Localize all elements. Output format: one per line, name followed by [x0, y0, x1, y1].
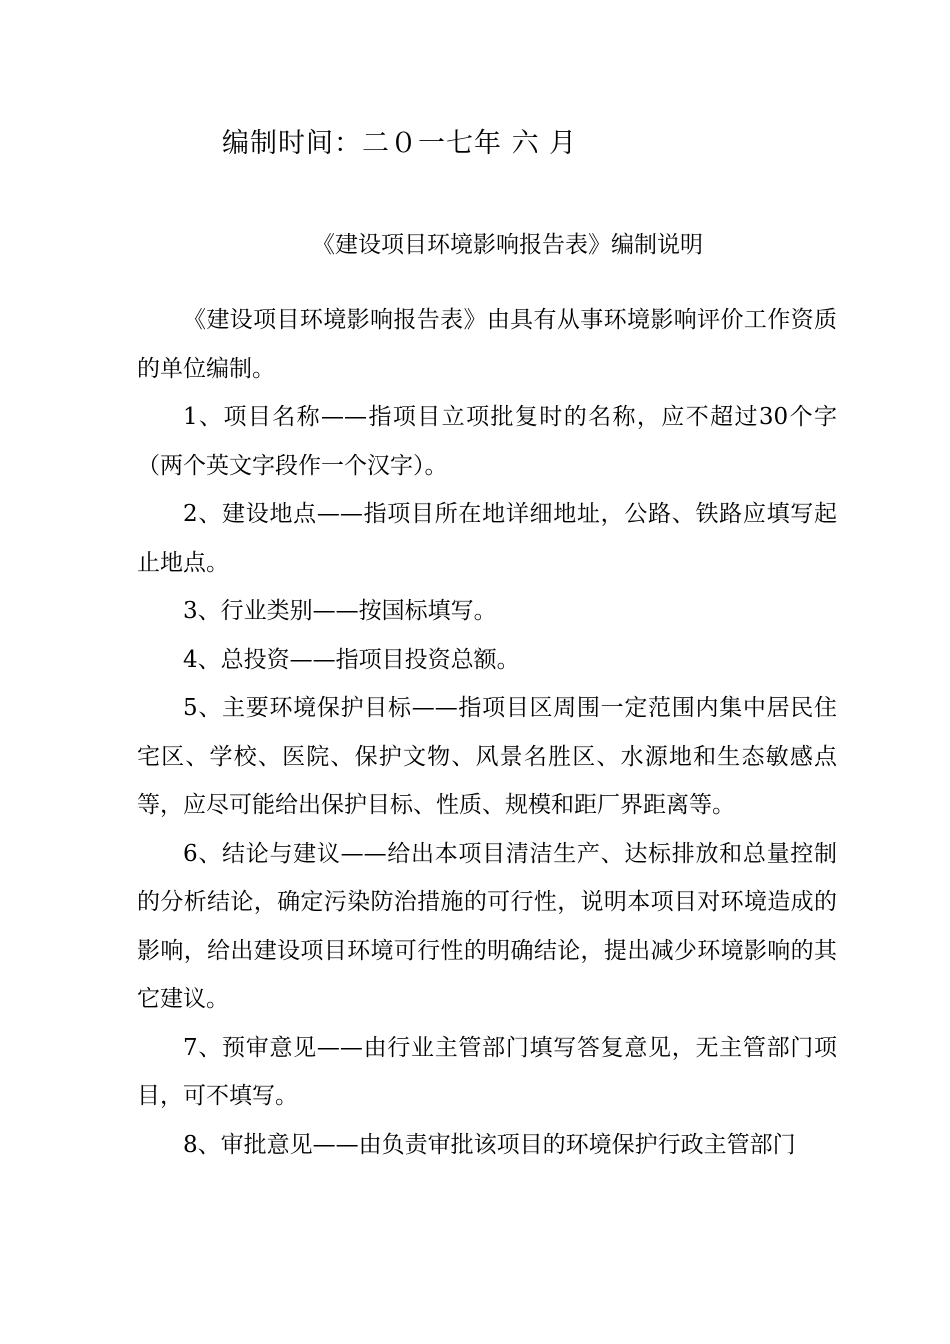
item-protection-targets: 5、主要环境保护目标——指项目区周围一定范围内集中居民住宅区、学校、医院、保护文物、风景名胜区、水源地和生态敏感点等，应尽可能给出保护目标、性质、规模和距厂界距离等。 — [137, 695, 837, 818]
item-industry-category: 3、行业类别——按国标填写。 — [183, 598, 497, 624]
item-conclusions: 6、结论与建议——给出本项目清洁生产、达标排放和总量控制的分析结论，确定污染防治措施的可行性，说明本项目对环境造成的影响，给出建设项目环境可行性的明确结论，提出减少环境影响的其它建议。 — [137, 840, 837, 1012]
instructions-body — [137, 296, 837, 1169]
compile-date: 编制时间：二０一七年 六 月 — [222, 128, 578, 159]
document-title: 《建设项目环境影响报告表》编制说明 — [312, 232, 703, 258]
item-total-investment: 4、总投资——指项目投资总额。 — [183, 646, 520, 673]
item-preliminary-review: 7、预审意见——由行业主管部门填写答复意见，无主管部门项目，可不填写。 — [137, 1034, 837, 1109]
item-construction-site: 2、建设地点——指项目所在地详细地址，公路、铁路应填写起止地点。 — [137, 501, 837, 576]
item-project-name: 1、项目名称——指项目立项批复时的名称，应不超过30个字（两个英文字段作一个汉字）。 — [137, 404, 837, 479]
item-approval-opinion: 8、审批意见——由负责审批该项目的环境保护行政主管部门 — [183, 1131, 796, 1158]
intro-paragraph: 《建设项目环境影响报告表》由具有从事环境影响评价工作资质的单位编制。 — [137, 307, 837, 382]
